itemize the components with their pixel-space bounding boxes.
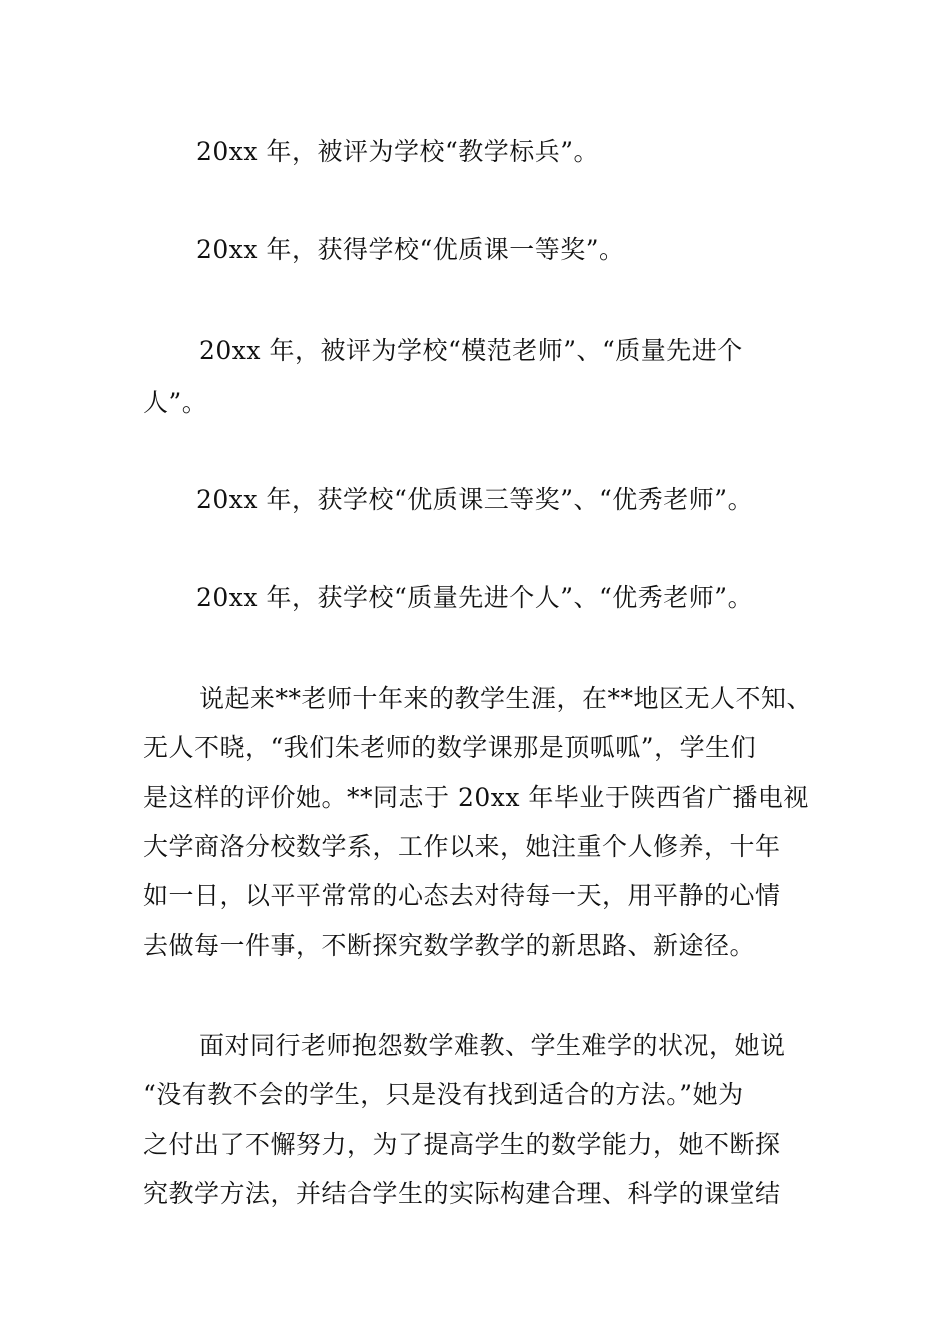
text-line: 20xx 年，获学校“质量先进个人”、“优秀老师”。 bbox=[196, 583, 754, 612]
text-line: “没有教不会的学生，只是没有找到适合的方法。”她为 bbox=[143, 1080, 744, 1109]
text-line: 面对同行老师抱怨数学难教、学生难学的状况，她说 bbox=[199, 1031, 786, 1060]
text-line: 如一日，以平平常常的心态去对待每一天，用平静的心情 bbox=[143, 881, 781, 910]
text-line: 去做每一件事，不断探究数学教学的新思路、新途径。 bbox=[143, 931, 756, 960]
text-line: 之付出了不懈努力，为了提高学生的数学能力，她不断探 bbox=[143, 1130, 781, 1159]
text-line: 无人不晓，“我们朱老师的数学课那是顶呱呱”，学生们 bbox=[143, 733, 757, 762]
text-line: 20xx 年，获学校“优质课三等奖”、“优秀老师”。 bbox=[196, 485, 754, 514]
text-line: 人”。 bbox=[143, 388, 208, 417]
text-line: 说起来**老师十年来的教学生涯，在**地区无人不知、 bbox=[199, 684, 813, 713]
text-line: 20xx 年，获得学校“优质课一等奖”。 bbox=[196, 235, 625, 264]
text-line: 20xx 年，被评为学校“教学标兵”。 bbox=[196, 137, 600, 166]
text-line: 20xx 年，被评为学校“模范老师”、“质量先进个 bbox=[199, 336, 743, 365]
text-line: 是这样的评价她。**同志于 20xx 年毕业于陕西省广播电视 bbox=[143, 783, 809, 812]
text-line: 究教学方法，并结合学生的实际构建合理、科学的课堂结 bbox=[143, 1179, 781, 1208]
text-line: 大学商洛分校数学系，工作以来，她注重个人修养，十年 bbox=[143, 832, 781, 861]
